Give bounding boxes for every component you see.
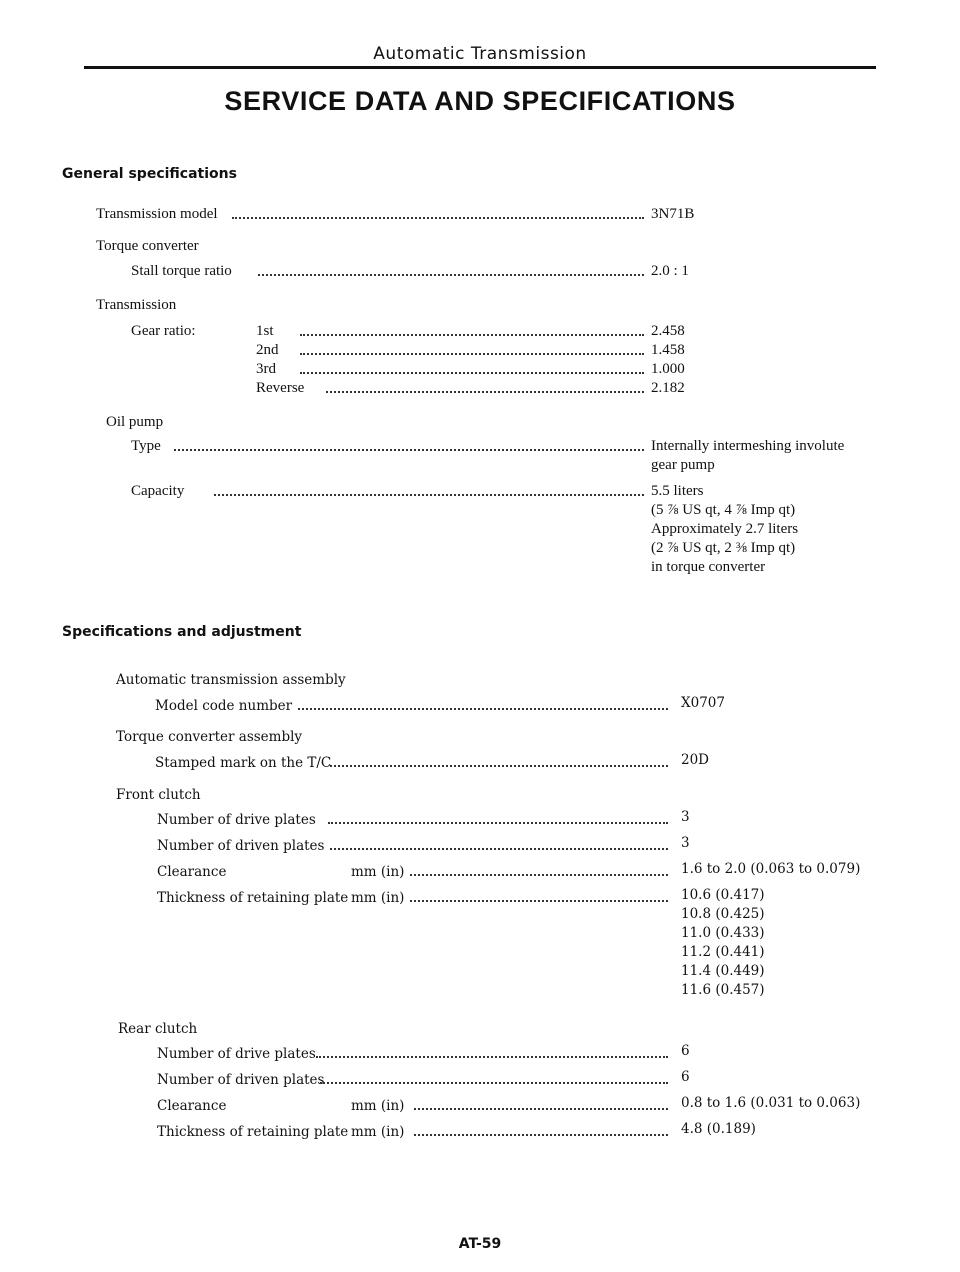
rear-clutch-label: Rear clutch <box>118 1021 198 1037</box>
model-code-value: X0707 <box>681 695 725 711</box>
gear-ratio-value: 1.458 <box>651 342 685 358</box>
dot-leader <box>326 381 644 393</box>
front-thickness-value: 11.0 (0.433) <box>681 925 765 941</box>
gear-ratio-value: 1.000 <box>651 361 685 377</box>
oil-pump-label: Oil pump <box>106 414 164 430</box>
transmission-model-value: 3N71B <box>651 206 695 222</box>
rear-thickness-unit: mm (in) <box>351 1124 405 1140</box>
front-thickness-value: 10.8 (0.425) <box>681 906 765 922</box>
rear-thickness-value: 4.8 (0.189) <box>681 1121 756 1137</box>
rear-drive-plates-value: 6 <box>681 1043 690 1059</box>
dot-leader <box>300 362 644 374</box>
rear-clearance-value: 0.8 to 1.6 (0.031 to 0.063) <box>681 1095 861 1111</box>
dot-leader <box>410 890 668 902</box>
general-specifications-heading: General specifications <box>62 166 237 182</box>
rear-driven-plates-value: 6 <box>681 1069 690 1085</box>
front-thickness-unit: mm (in) <box>351 890 405 906</box>
dot-leader <box>174 439 644 451</box>
oil-pump-capacity-value: in torque converter <box>651 559 766 575</box>
front-thickness-value: 10.6 (0.417) <box>681 887 765 903</box>
dot-leader <box>232 207 644 219</box>
torque-converter-label: Torque converter <box>96 238 199 254</box>
dot-leader <box>410 864 668 876</box>
rear-driven-plates-label: Number of driven plates <box>157 1072 325 1088</box>
page-title: SERVICE DATA AND SPECIFICATIONS <box>224 86 736 116</box>
oil-pump-capacity-value: (5 ⅞ US qt, 4 ⅞ Imp qt) <box>651 502 796 518</box>
front-thickness-value: 11.4 (0.449) <box>681 963 765 979</box>
at-assembly-label: Automatic transmission assembly <box>116 672 346 688</box>
front-driven-plates-value: 3 <box>681 835 690 851</box>
transmission-label: Transmission <box>96 297 177 313</box>
dot-leader <box>316 1046 668 1058</box>
gear-ratio-value: 2.182 <box>651 380 685 396</box>
front-clearance-unit: mm (in) <box>351 864 405 880</box>
front-clearance-value: 1.6 to 2.0 (0.063 to 0.079) <box>681 861 861 877</box>
tc-assembly-label: Torque converter assembly <box>116 729 303 745</box>
gear-name: 2nd <box>256 342 279 358</box>
header-rule <box>84 66 876 69</box>
oil-pump-capacity-value: Approximately 2.7 liters <box>651 521 799 537</box>
dot-leader <box>330 755 668 767</box>
dot-leader <box>214 484 644 496</box>
dot-leader <box>300 324 644 336</box>
gear-name: 1st <box>256 323 274 339</box>
stall-torque-ratio-value: 2.0 : 1 <box>651 263 689 279</box>
page-number: AT-59 <box>458 1236 502 1252</box>
oil-pump-type-value: gear pump <box>651 457 715 473</box>
front-thickness-label: Thickness of retaining plate <box>157 890 349 906</box>
dot-leader <box>414 1124 668 1136</box>
dot-leader <box>414 1098 668 1110</box>
oil-pump-type-value: Internally intermeshing involute <box>651 438 845 454</box>
front-driven-plates-label: Number of driven plates <box>157 838 325 854</box>
stamped-mark-value: 20D <box>681 752 710 768</box>
dot-leader <box>258 264 644 276</box>
front-drive-plates-label: Number of drive plates <box>157 812 316 828</box>
dot-leader <box>328 812 668 824</box>
dot-leader <box>300 343 644 355</box>
front-drive-plates-value: 3 <box>681 809 690 825</box>
front-clutch-label: Front clutch <box>116 787 201 803</box>
gear-name: Reverse <box>256 380 305 396</box>
running-header: Automatic Transmission <box>373 44 587 64</box>
rear-drive-plates-label: Number of drive plates <box>157 1046 316 1062</box>
front-clearance-label: Clearance <box>157 864 227 880</box>
dot-leader <box>298 698 668 710</box>
dot-leader <box>330 838 668 850</box>
oil-pump-type-label: Type <box>131 438 161 454</box>
gear-name: 3rd <box>256 361 276 377</box>
oil-pump-capacity-label: Capacity <box>131 483 185 499</box>
rear-clearance-label: Clearance <box>157 1098 227 1114</box>
oil-pump-capacity-value: 5.5 liters <box>651 483 704 499</box>
gear-ratio-label: Gear ratio: <box>131 323 196 339</box>
dot-leader <box>320 1072 668 1084</box>
oil-pump-capacity-value: (2 ⅞ US qt, 2 ⅜ Imp qt) <box>651 540 796 556</box>
stamped-mark-label: Stamped mark on the T/C <box>155 755 332 771</box>
front-thickness-value: 11.2 (0.441) <box>681 944 765 960</box>
model-code-label: Model code number <box>155 698 293 714</box>
specifications-adjustment-heading: Specifications and adjustment <box>62 624 302 640</box>
rear-thickness-label: Thickness of retaining plate <box>157 1124 349 1140</box>
transmission-model-label: Transmission model <box>96 206 218 222</box>
gear-ratio-value: 2.458 <box>651 323 685 339</box>
front-thickness-value: 11.6 (0.457) <box>681 982 765 998</box>
stall-torque-ratio-label: Stall torque ratio <box>131 263 232 279</box>
rear-clearance-unit: mm (in) <box>351 1098 405 1114</box>
